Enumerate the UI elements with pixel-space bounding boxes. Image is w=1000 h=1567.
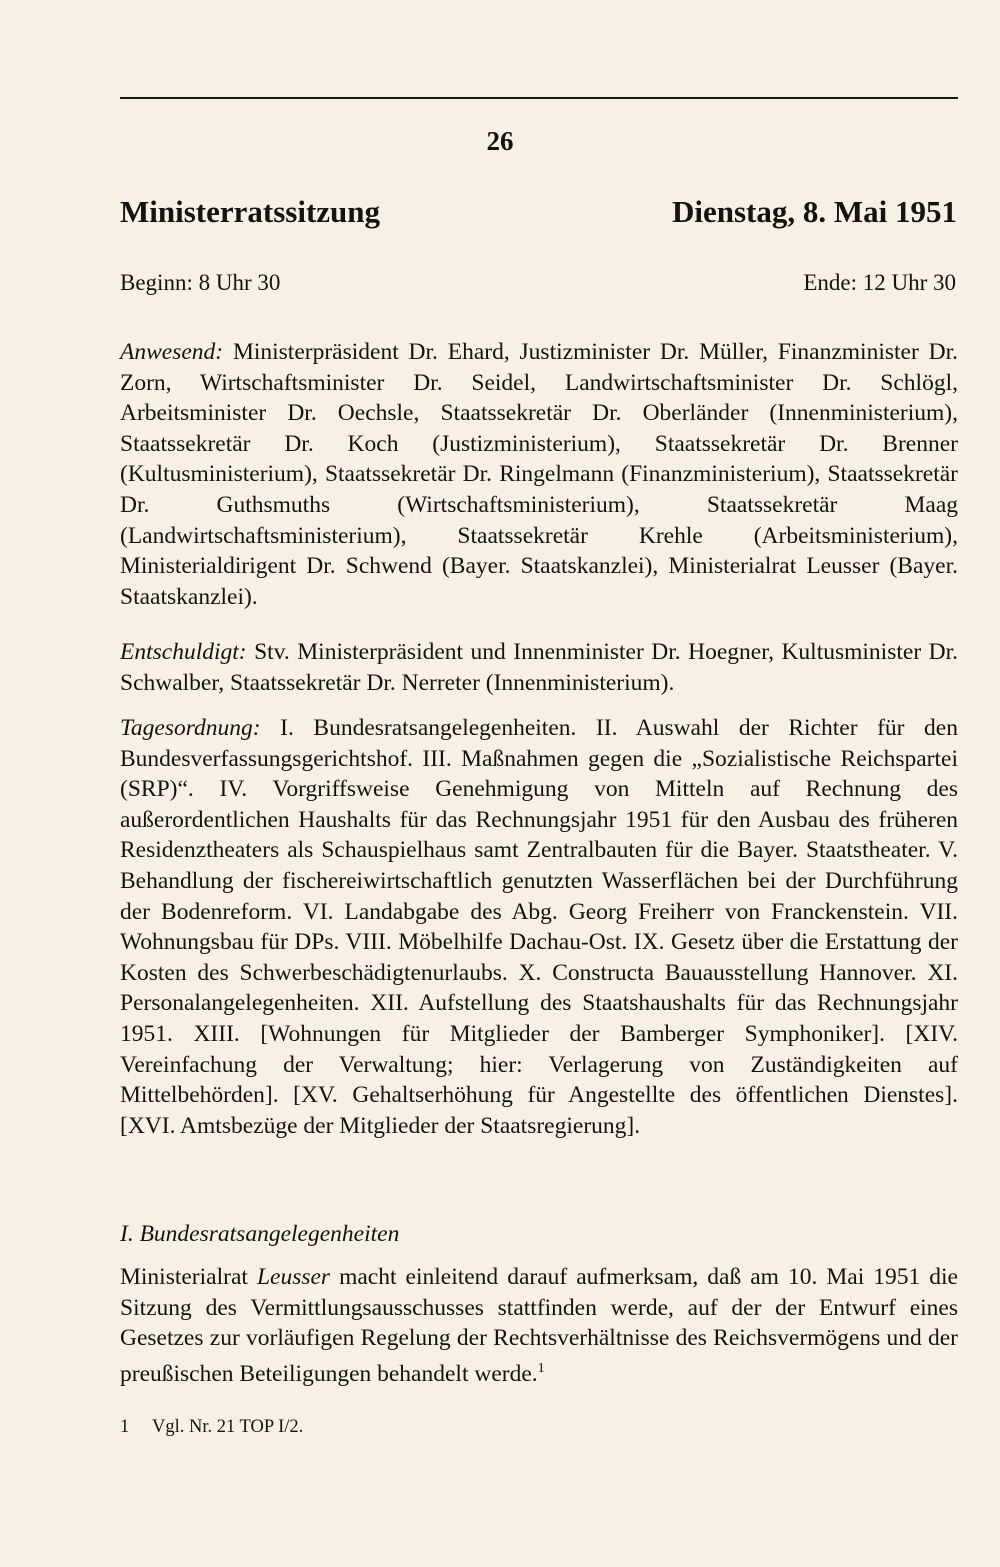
attendees-label: Anwesend:	[120, 339, 224, 365]
footnote-text: Vgl. Nr. 21 TOP I/2.	[152, 1417, 304, 1437]
footnote	[120, 1417, 303, 1438]
section-body-text: macht einleitend darauf aufmerksam, daß am 10. Mai 1951 die Sitzung des Vermittlungsausschusses stattfinden werde, auf der der Entwurf eines Gesetzes zur vorläufigen Regelung der Rechtsverhältnisse des Reichsvermögens und der preußischen Beteiligungen behandelt werde.	[120, 1264, 958, 1387]
footnote-reference: 1	[537, 1360, 545, 1376]
header-rule	[120, 97, 958, 99]
excused-label: Entschuldigt:	[120, 639, 247, 665]
agenda-label: Tagesordnung:	[120, 715, 261, 741]
meeting-date: Dienstag, 8. Mai 1951	[671, 194, 957, 229]
end-time: Ende: 12 Uhr 30	[803, 270, 956, 295]
attendees-text: Ministerpräsident Dr. Ehard, Justizminister Dr. Müller, Finanzminister Dr. Zorn, Wirtschaftsminister Dr. Seidel, Landwirtschaftsminister Dr. Schlögl, Arbeitsminister Dr. Oechsle, Staatssekretär Dr. Oberländer (Innenministerium), Staatssekretär Dr. Koch (Justizministerium), Staatssekretär Dr. Brenner (Kultusministerium), Staatssekretär Dr. Ringelmann (Finanzministerium), Staatssekretär Dr. Guthsmuths (Wirtschaftsministerium), Staatssekretär Maag (Landwirtschaftsministerium), Staatssekretär Krehle (Arbeitsministerium), Ministerialdirigent Dr. Schwend (Bayer. Staatskanzlei), Ministerialrat Leusser (Bayer. Staatskanzlei).	[120, 339, 958, 610]
footnote-mark: 1	[120, 1417, 130, 1437]
meeting-title: Ministerratssitzung	[120, 194, 381, 229]
agenda-paragraph	[120, 713, 958, 1141]
section-heading: I. Bundesratsangelegenheiten	[120, 1221, 400, 1247]
excused-paragraph	[120, 637, 958, 698]
begin-time: Beginn: 8 Uhr 30	[120, 270, 281, 295]
excused-text: Stv. Ministerpräsident und Innenminister Dr. Hoegner, Kultusminister Dr. Schwalber, Staatssekretär Dr. Nerreter (Innenministerium).	[120, 639, 958, 696]
section-body-paragraph	[120, 1262, 958, 1389]
agenda-text: I. Bundesratsangelegenheiten. II. Auswahl der Richter für den Bundesverfassungsgerichtshof. III. Maßnahmen gegen die „Sozialistische Reichspartei (SRP)“. IV. Vorgriffsweise Genehmigung von Mitteln auf Rechnung des außerordentlichen Haushalts für das Rechnungsjahr 1951 für den Ausbau des früheren Residenztheaters als Schauspielhaus samt Zentralbauten für die Bayer. Staatstheater. V. Behandlung der fischereiwirtschaftlich genutzten Wasserflächen bei der Durchführung der Bodenreform. VI. Landabgabe des Abg. Georg Freiherr von Franckenstein. VII. Wohnungsbau für DPs. VIII. Möbelhilfe Dachau-Ost. IX. Gesetz über die Erstattung der Kosten des Schwerbeschädigtenurlaubs. X. Constructa Bauausstellung Hannover. XI. Personalangelegenheiten. XII. Aufstellung des Staatshaushalts für das Rechnungsjahr 1951. XIII. [Wohnungen für Mitglieder der Bamberger Symphoniker]. [XIV. Vereinfachung der Verwaltung; hier: Verlagerung von Zuständigkeiten auf Mittelbehörden]. [XV. Gehaltserhöhung für Angestellte des öffentlichen Dienstes]. [XVI. Amtsbezüge der Mitglieder der Staatsregierung].	[120, 715, 958, 1139]
section-body-name: Leusser	[256, 1264, 331, 1290]
attendees-paragraph	[120, 337, 958, 612]
section-body-prefix: Ministerialrat	[120, 1264, 257, 1290]
document-number: 26	[486, 126, 514, 156]
